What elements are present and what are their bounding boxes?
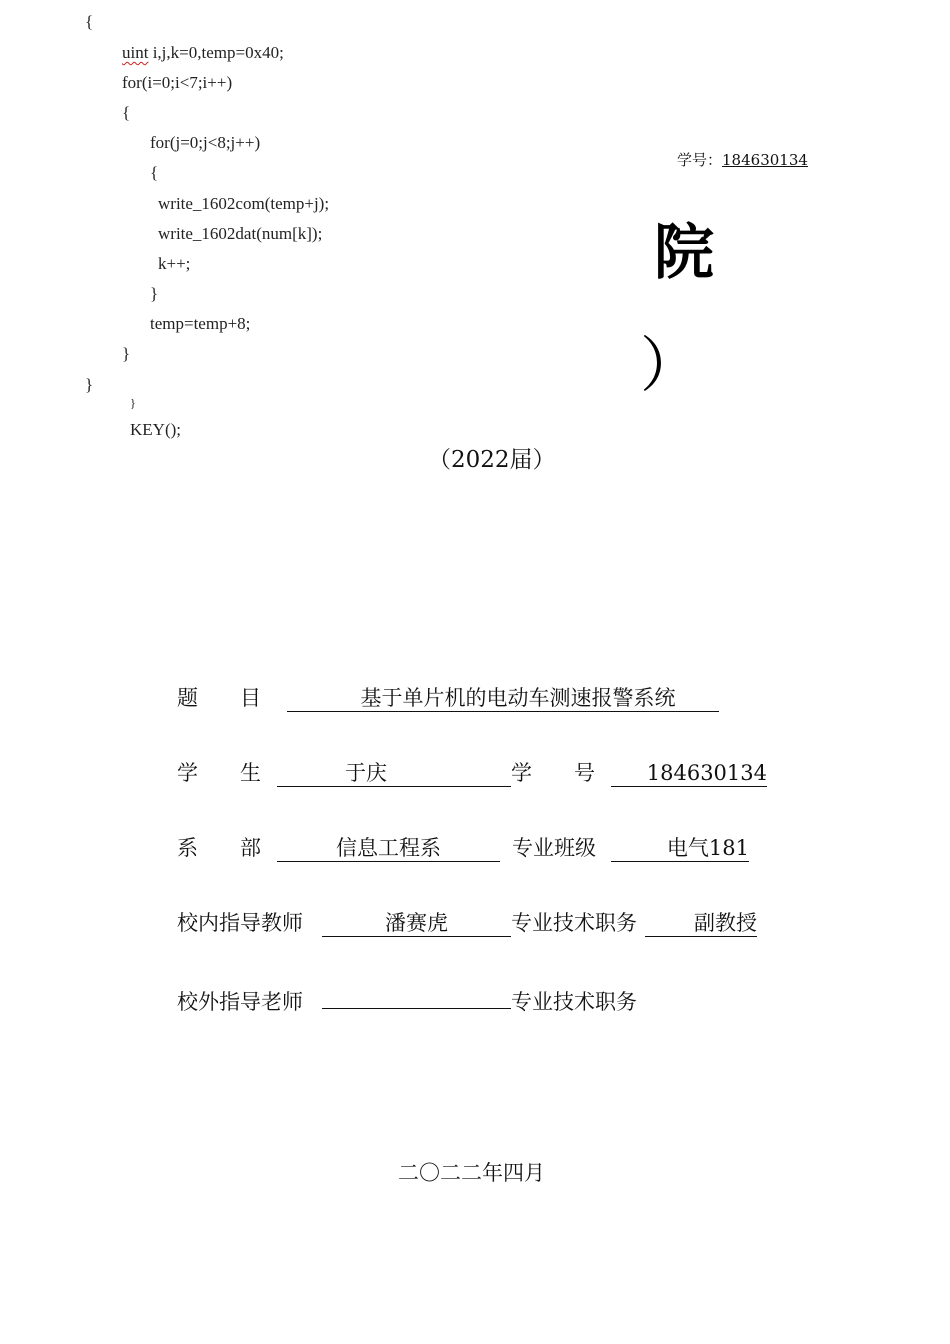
outer-advisor-row xyxy=(177,982,645,1016)
student-row xyxy=(177,757,767,787)
number-value: 184630134 xyxy=(611,760,767,787)
inner-title-label: 专业技术职务 xyxy=(511,911,637,935)
code-line: } xyxy=(122,344,131,363)
code-keyword: uint xyxy=(122,43,149,62)
number-label: 学 号 xyxy=(511,761,595,785)
title-partial-glyph: 院 xyxy=(654,218,714,288)
document-date: 二〇二二年四月 xyxy=(398,1161,545,1185)
dept-value: 信息工程系 xyxy=(277,835,500,862)
major-value: 电气181 xyxy=(611,835,749,862)
topic-label: 题 目 xyxy=(177,686,261,710)
outer-title-label: 专业技术职务 xyxy=(511,990,637,1014)
student-id-label: 学号： xyxy=(677,151,723,169)
student-id-value: 184630134 xyxy=(722,151,808,169)
code-line: { xyxy=(122,103,131,122)
code-line: k++; xyxy=(158,254,191,273)
major-label: 专业班级 xyxy=(512,836,596,860)
code-line: write_1602dat(num[k]); xyxy=(158,224,323,243)
inner-title-value: 副教授 xyxy=(645,910,757,937)
code-rest: i,j,k=0,temp=0x40; xyxy=(152,43,284,62)
student-value: 于庆 xyxy=(277,760,511,787)
code-line xyxy=(122,43,284,63)
inner-advisor-label: 校内指导教师 xyxy=(177,911,303,935)
year-class: （2022届） xyxy=(428,447,556,473)
code-line: write_1602com(temp+j); xyxy=(158,194,330,213)
inner-advisor-row xyxy=(177,907,757,937)
title-partial-paren: ） xyxy=(640,331,700,401)
topic-value: 基于单片机的电动车测速报警系统 xyxy=(287,685,719,712)
inner-advisor-value: 潘赛虎 xyxy=(322,910,511,937)
code-line: } xyxy=(130,396,136,410)
code-line: { xyxy=(150,163,159,182)
student-label: 学 生 xyxy=(177,761,261,785)
student-id-top xyxy=(677,149,808,170)
code-line: for(j=0;j<8;j++) xyxy=(150,133,261,152)
code-line: KEY(); xyxy=(130,420,181,439)
code-line: } xyxy=(85,375,94,394)
code-line: for(i=0;i<7;i++) xyxy=(122,73,233,92)
topic-row xyxy=(177,682,719,712)
outer-advisor-value xyxy=(322,982,511,1009)
code-line: { xyxy=(85,12,94,31)
code-line: } xyxy=(150,284,159,303)
outer-advisor-label: 校外指导老师 xyxy=(177,990,303,1014)
dept-label: 系 部 xyxy=(177,836,261,860)
code-line: temp=temp+8; xyxy=(150,314,251,333)
dept-row xyxy=(177,832,749,862)
